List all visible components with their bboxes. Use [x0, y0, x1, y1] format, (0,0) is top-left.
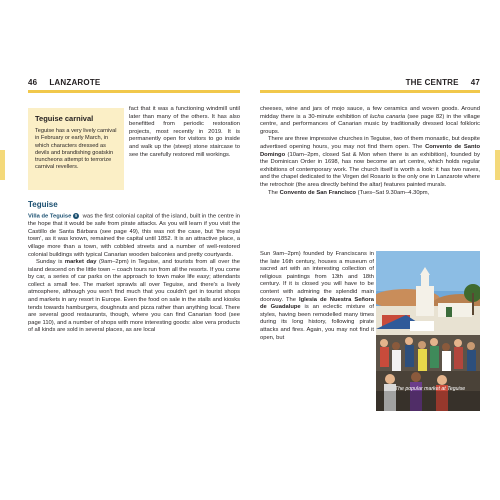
teguise-paragraph-2	[28, 259, 240, 335]
windmill-continuation-text: fact that it was a functioning windmill until later than many of the others. It has also benefitted from periodic restoration projects, most recently in 2019. It is permanently open for visitors to go inside and walk up the (steep) stone staircase to see the carefully restored mill workings.	[129, 106, 240, 158]
right-p3-start: The	[268, 189, 280, 196]
right-thumb-tab	[495, 150, 500, 180]
right-p2-body: (10am–2pm, closed Sat & Mon when there is an exhibition), founded by the Dominican Order in 1698, has now become an art centre, which holds regular exhibitions of contemporary work. The church itself is worth a look: it has two naves, and the chapel dedicated to the Virgen del Rosario is the only one in Lanzarote where the retrochoir (the area directly behind the altar) features painted murals.	[260, 151, 481, 188]
section-heading: Teguise	[28, 200, 58, 209]
right-paragraph-3-top	[260, 190, 480, 198]
right-p1-end: (see page 82) in the village centre, and performances of Canarian music by traditionally dressed local folkloric groups.	[260, 113, 481, 135]
villa-de-teguise-subheading: Villa de Teguise	[28, 213, 72, 220]
right-paragraph-2	[260, 136, 480, 189]
market-day-bold: market day	[64, 259, 97, 266]
right-p3-wide: (Tues–Sat 9.30am–4.30pm,	[355, 189, 430, 196]
santo-domingo-bold: Convento de Santo Domingo	[260, 143, 480, 158]
para2-start: Sunday is	[36, 259, 65, 266]
lucha-canaria-italic: lucha canaria	[370, 113, 406, 120]
right-header-rule	[260, 90, 480, 93]
teguise-paragraph-1-body: was the first colonial capital of the island, built in the centre in the hope that it would be safe from pirate attacks. As you will learn if you visit the Castillo de Santa Bárbara (see page 49), this was not the case, but 'the royal town', as it was known, remained the capital until 1852. It is an attractive place, a village more than a town, with cobbled streets and a number of well-restored colonial buildings with typical Canarian wooden balconies and pretty courtyards.	[28, 213, 240, 258]
guadalupe-bold: Iglesia de Nuestra Señora de Guadalupe	[260, 296, 374, 311]
right-page-number: 47	[470, 78, 480, 87]
right-paragraph-1	[260, 106, 480, 136]
teguise-section	[28, 200, 240, 335]
left-page-number: 46	[28, 78, 38, 87]
right-p3-end: is an eclectic mixture of styles, having been remodelled many times during its long history, following pirate attacks and fires. Again, you may not find it open, but	[260, 304, 374, 341]
right-paragraph-3-narrow	[260, 251, 374, 342]
carnival-box-title: Teguise carnival	[35, 114, 94, 123]
left-thumb-tab	[0, 150, 5, 180]
left-header-rule	[28, 90, 240, 93]
right-running-header	[406, 78, 480, 87]
carnival-sidebar-box	[28, 108, 124, 190]
right-running-title: THE CENTRE	[405, 78, 459, 87]
right-p3-narrow: Sun 9am–2pm) founded by Franciscans in the late 16th century, houses a museum of sacred art with an interesting collection of religious paintings from 13th and 18th century. If it is closed you will have to be content with admiring the splendid main doorway. The	[260, 251, 374, 303]
teguise-paragraph-1	[28, 213, 240, 259]
left-running-title: LANZAROTE	[49, 78, 101, 87]
para2-body: (9am–2pm) in Teguise, and tourists from all over the island descend on the little town – coach tours run from all the resorts. If you come by car, a series of car parks on the approach to town make life easy; attendants collect a small fee. The market sprawls all over Teguise, and there's a lively atmosphere, although you won't find much that you couldn't get in tourist shops and markets in any resort in Europe. Even the food on sale in the stalls and kiosks tends towards hamburgers, doughnuts and pizza rather than anything local. There are several good restaurants, though, where you can find Canarian food (see page 110), and a number of shops with more interesting goods: aloe vera products of all kinds are sold in several places, as are local	[28, 259, 240, 334]
right-page-text	[260, 106, 480, 197]
right-p1-text: cheeses, wine and jars of mojo sauce, a few ceramics and woven goods. Around midday there is a 30-minute exhibition of	[260, 106, 480, 120]
carnival-box-text: Teguise has a very lively carnival in February or early March, in which characters dressed as devils and brandishing goatskin truncheons attempt to terrorize carnival revellers.	[35, 128, 117, 171]
san-francisco-bold: Convento de San Francisco	[279, 189, 356, 196]
photo-caption: The popular market at Teguise	[395, 386, 466, 392]
right-p2-start: There are three impressive churches in Teguise, two of them monastic, but despite advertised opening hours, you may not find them open. The	[260, 136, 480, 150]
left-running-header	[28, 78, 100, 87]
map-marker-icon: 9	[74, 213, 78, 218]
